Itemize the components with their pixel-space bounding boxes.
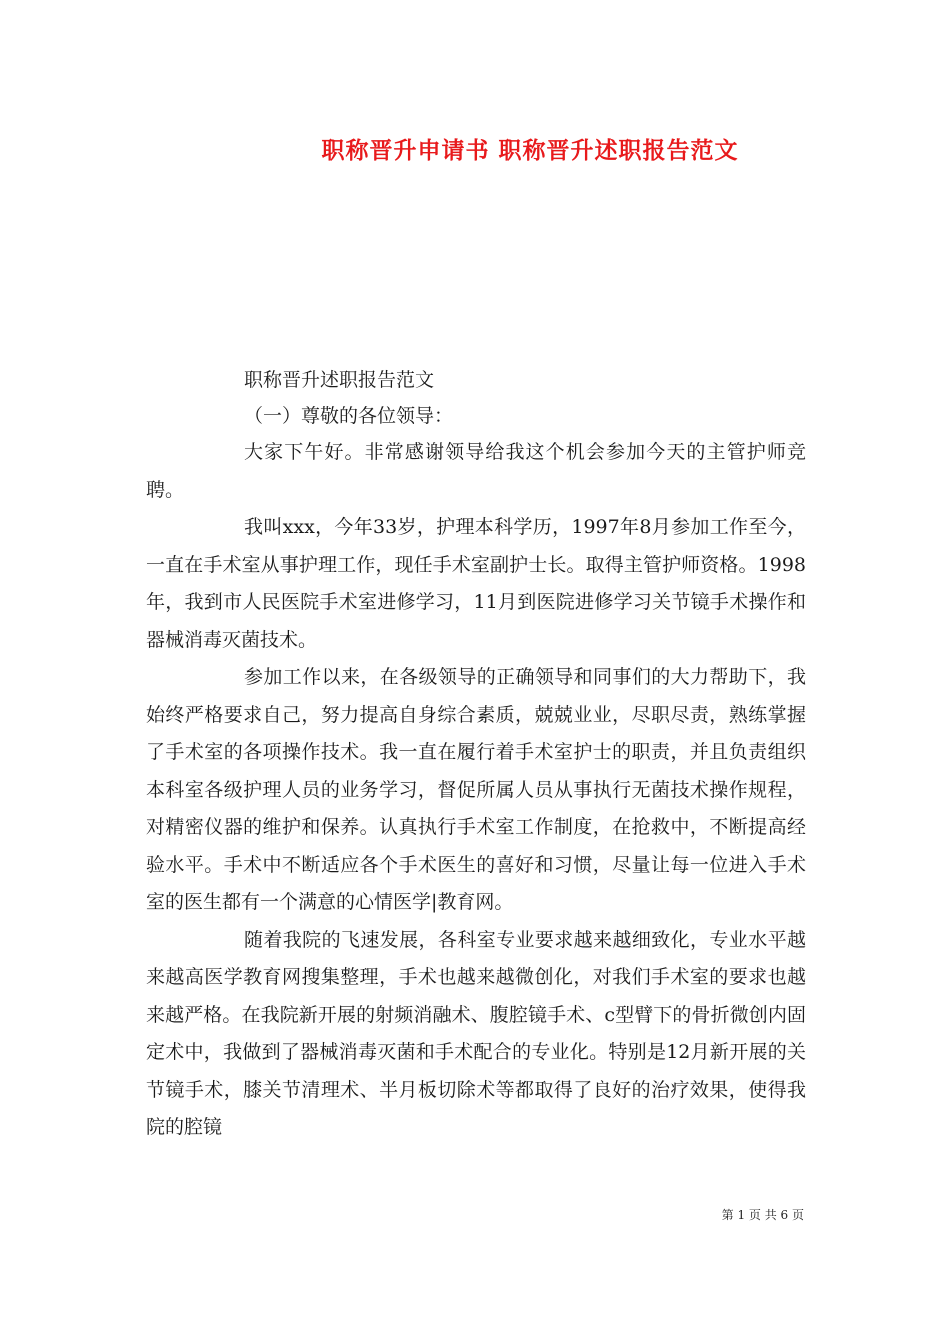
paragraph: 大家下午好。非常感谢领导给我这个机会参加今天的主管护师竞聘。 bbox=[146, 441, 806, 501]
document-body bbox=[146, 362, 806, 1147]
paragraph: 参加工作以来，在各级领导的正确领导和同事们的大力帮助下，我始终严格要求自己，努力提高自身综合素质，兢兢业业，尽职尽责，熟练掌握了手术室的各项操作技术。我一直在履行着手术室护士的职责，并且负责组织本科室各级护理人员的业务学习，督促所属人员从事执行无菌技术操作规程，对精密仪器的维护和保养。认真执行手术室工作制度，在抢救中，不断提高经验水平。手术中不断适应各个手术医生的喜好和习惯，尽量让每一位进入手术室的医生都有一个满意的心情医学|教育网。 bbox=[146, 666, 806, 913]
paragraph: 随着我院的飞速发展，各科室专业要求越来越细致化，专业水平越来越高医学教育网搜集整理，手术也越来越微创化，对我们手术室的要求也越来越严格。在我院新开展的射频消融术、腹腔镜手术、c型臂下的骨折微创内固定术中，我做到了器械消毒灭菌和手术配合的专业化。特别是12月新开展的关节镜手术，膝关节清理术、半月板切除术等都取得了良好的治疗效果，使得我院的腔镜 bbox=[146, 928, 806, 1138]
report-subtitle: 职称晋升述职报告范文 bbox=[244, 369, 435, 391]
greeting-line: （一）尊敬的各位领导： bbox=[244, 405, 454, 427]
document-title: 职称晋升申请书 职称晋升述职报告范文 bbox=[321, 137, 739, 164]
paragraph: 我叫xxx，今年33岁，护理本科学历，1997年8月参加工作至今，一直在手术室从事护理工作，现任手术室副护士长。取得主管护师资格。1998年，我到市人民医院手术室进修学习，11月到医院进修学习关节镜手术操作和器械消毒灭菌技术。 bbox=[146, 516, 806, 651]
page-number: 第 1 页 共 6 页 bbox=[721, 1208, 804, 1222]
